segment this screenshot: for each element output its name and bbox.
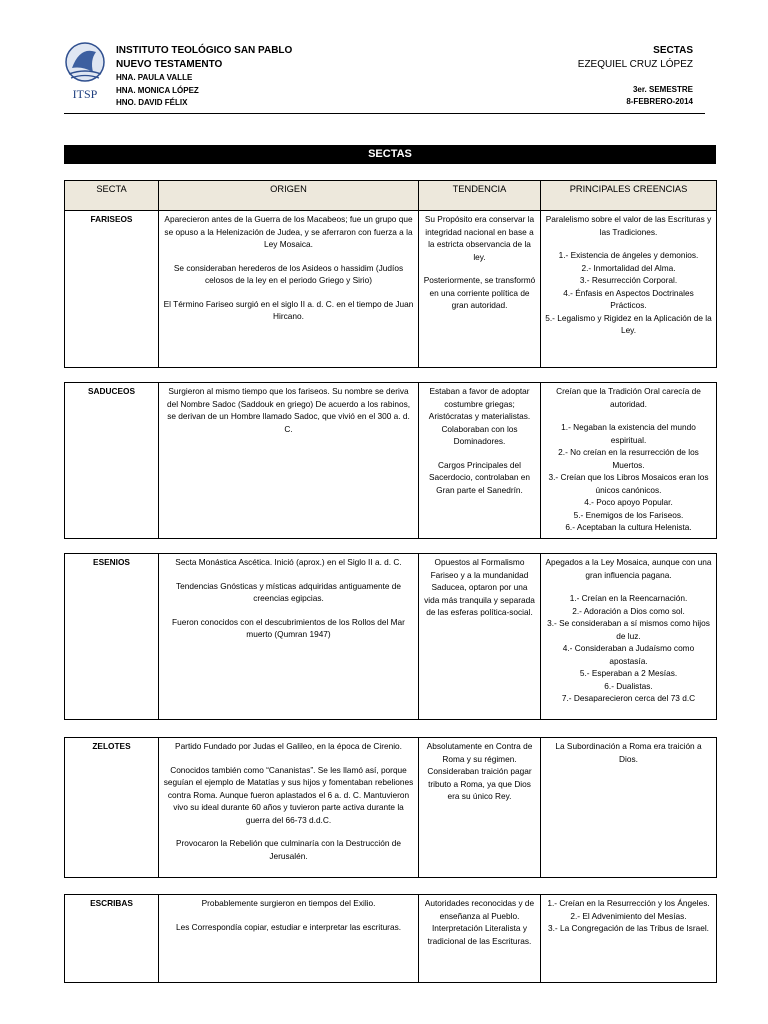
teacher-3: HNO. DAVID FÉLIX bbox=[116, 98, 188, 107]
col-header-origen: ORIGEN bbox=[159, 181, 419, 211]
sect-table-escribas bbox=[64, 894, 717, 983]
creencias-cell: 1.- Creían en la Resurrección y los Ángeles. 2.- El Advenimiento del Mesías. 3.- La Congregación de las Tribus de Israel. bbox=[541, 895, 717, 983]
header-right bbox=[578, 44, 693, 108]
table-row bbox=[65, 738, 717, 878]
sect-name: SADUCEOS bbox=[65, 383, 159, 539]
date: 8-FEBRERO-2014 bbox=[626, 97, 693, 106]
col-header-secta: SECTA bbox=[65, 181, 159, 211]
title-bar: SECTAS bbox=[64, 145, 716, 164]
teacher-2: HNA. MONICA LÓPEZ bbox=[116, 85, 199, 95]
document-title: SECTAS bbox=[653, 45, 693, 56]
course-name: NUEVO TESTAMENTO bbox=[116, 59, 223, 70]
table-row bbox=[65, 211, 717, 368]
creencias-cell: La Subordinación a Roma era traición a Dios. bbox=[541, 738, 717, 878]
sect-table-fariseos bbox=[64, 180, 717, 368]
sect-name: ESENIOS bbox=[65, 554, 159, 720]
creencias-cell: Creían que la Tradición Oral carecía de autoridad. 1.- Negaban la existencia del mundo espiritual. 2.- No creían en la resurrección de los Muertos. 3.- Creían que los Libros Mosaicos eran los únicos canónicos. 4.- Poco apoyo Popular. 5.- Enemigos de los Fariseos. 6.- Aceptaban la cultura Helenista. bbox=[541, 383, 717, 539]
header-divider bbox=[64, 113, 705, 114]
tendencia-cell: Opuestos al Formalismo Fariseo y a la mundanidad Saducea, optaron por una vida más tranquila y separada de las esferas política-social. bbox=[419, 554, 541, 720]
sect-table-zelotes bbox=[64, 737, 717, 878]
tendencia-cell: Autoridades reconocidas y de enseñanza al Pueblo. Interpretación Literalista y tradicional de las Escrituras. bbox=[419, 895, 541, 983]
table-row bbox=[65, 554, 717, 720]
table-row bbox=[65, 895, 717, 983]
tendencia-cell: Absolutamente en Contra de Roma y su régimen. Consideraban traición pagar tributo a Roma, ya que Dios era su único Rey. bbox=[419, 738, 541, 878]
col-header-creencias: PRINCIPALES CREENCIAS bbox=[541, 181, 717, 211]
col-header-tendencia: TENDENCIA bbox=[419, 181, 541, 211]
origen-cell: Probablemente surgieron en tiempos del Exilio. Les Correspondía copiar, estudiar e interpretar las escrituras. bbox=[159, 895, 419, 983]
tendencia-cell: Estaban a favor de adoptar costumbre griegas; Aristócratas y materialistas. Colaboraban con los Dominadores. Cargos Principales del Sacerdocio, controlaban en Gran parte el Sanedrín. bbox=[419, 383, 541, 539]
table-header-row bbox=[65, 181, 717, 211]
creencias-cell: Apegados a la Ley Mosaica, aunque con una gran influencia pagana. 1.- Creían en la Reencarnación. 2.- Adoración a Dios como sol. 3.- Se consideraban a sí mismos como hijos de luz. 4.- Consideraban a Judaísmo como apostasía. 5.- Esperaban a 2 Mesías. 6.- Dualistas. 7.- Desaparecieron cerca del 73 d.C bbox=[541, 554, 717, 720]
logo-text: ITSP bbox=[72, 87, 98, 101]
origen-cell: Aparecieron antes de la Guerra de los Macabeos; fue un grupo que se opuso a la Helenización de Judea, y se aferraron con fuerza a la Ley Mosaica. Se consideraban herederos de los Asideos o hassidim (Judíos celosos de la ley en el periodo Griego y Sirio) El Término Fariseo surgió en el siglo II a. d. C. en el tiempo de Juan Hircano. bbox=[159, 211, 419, 368]
header-left bbox=[116, 44, 292, 110]
origen-cell: Surgieron al mismo tiempo que los fariseos. Su nombre se deriva del Nombre Sadoc (Saddouk en griego) De acuerdo a los rabinos, se derivan de un Hombre llamado Sadoc, que vivió en el 300 a. d. C. bbox=[159, 383, 419, 539]
sect-table-esenios bbox=[64, 553, 717, 720]
author-name: EZEQUIEL CRUZ LÓPEZ bbox=[577, 59, 693, 70]
tendencia-cell: Su Propósito era conservar la integridad nacional en base a la estricta observancia de la ley. Posteriormente, se transformó en una corriente política de gran autoridad. bbox=[419, 211, 541, 368]
origen-cell: Secta Monástica Ascética. Inició (aprox.) en el Siglo II a. d. C. Tendencias Gnósticas y místicas adquiridas antiguamente de creencias egipcias. Fueron conocidos con el descubrimientos de los Rollos del Mar muerto (Qumran 1947) bbox=[159, 554, 419, 720]
teacher-1: HNA. PAULA VALLE bbox=[116, 73, 193, 82]
institute-logo bbox=[60, 38, 110, 102]
creencias-cell: Paralelismo sobre el valor de las Escrituras y las Tradiciones. 1.- Existencia de ángeles y demonios. 2.- Inmortalidad del Alma. 3.- Resurrección Corporal. 4.- Énfasis en Aspectos Doctrinales Prácticos. 5.- Legalismo y Rigidez en la Aplicación de la Ley. bbox=[541, 211, 717, 368]
sect-name: FARISEOS bbox=[65, 211, 159, 368]
origen-cell: Partido Fundado por Judas el Galileo, en la época de Cirenio. Conocidos también como “Cananistas”. Se les llamó así, porque seguían el ejemplo de Matatías y sus hijos y fomentaban rebeliones contra Roma. Aunque fueron aplastados el 6 a. d. C. Mantuvieron vivo su ideal durante 60 años y tuvieron parte activa durante la guerra del 66-73 d.d.C. Provocaron la Rebelión que culminaría con la Destrucción de Jerusalén. bbox=[159, 738, 419, 878]
sect-name: ESCRIBAS bbox=[65, 895, 159, 983]
table-row bbox=[65, 383, 717, 539]
sect-name: ZELOTES bbox=[65, 738, 159, 878]
institute-name: INSTITUTO TEOLÓGICO SAN PABLO bbox=[116, 45, 293, 56]
sect-table-saduceos bbox=[64, 382, 717, 539]
semester: 3er. SEMESTRE bbox=[632, 85, 693, 94]
